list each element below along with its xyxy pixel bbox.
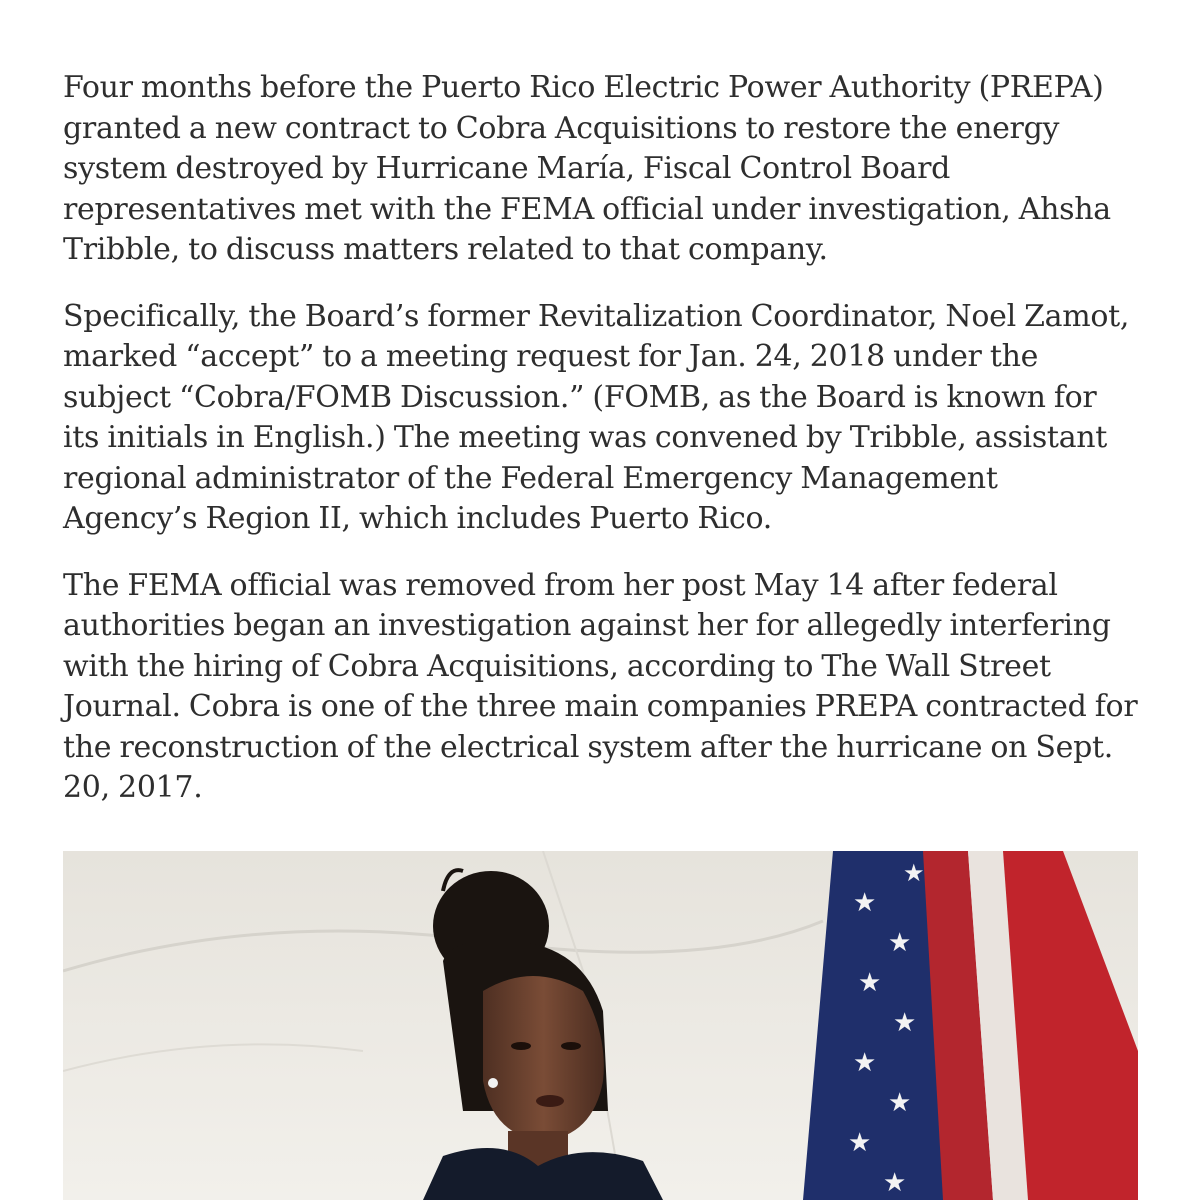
svg-text:★: ★ xyxy=(888,928,912,958)
svg-text:★: ★ xyxy=(893,1008,917,1038)
svg-text:★: ★ xyxy=(883,1168,907,1198)
svg-text:★: ★ xyxy=(853,1048,877,1078)
paragraph-3: The FEMA official was removed from her post May 14 after federal authorities began an investigation against her for allegedly interfering with the hiring of Cobra Acquisitions, according to The Wall Street Journal. Cobra is one of the three main companies PREPA contracted for the reconstruction of the electrical system after the hurricane on Sept. 20, 2017. xyxy=(63,567,1138,805)
svg-text:★: ★ xyxy=(853,888,877,918)
svg-text:★: ★ xyxy=(858,968,882,998)
svg-text:★: ★ xyxy=(903,859,925,887)
article-photo xyxy=(63,851,1138,1200)
article-body xyxy=(63,68,1138,835)
svg-text:★: ★ xyxy=(888,1088,912,1118)
svg-text:★: ★ xyxy=(848,1128,872,1158)
photo-illustration xyxy=(63,851,1138,1200)
paragraph-2: Specifically, the Board’s former Revitalization Coordinator, Noel Zamot, marked “accept” to a meeting request for Jan. 24, 2018 under the subject “Cobra/FOMB Discussion.” (FOMB, as the Board is known for its initials in English.) The meeting was convened by Tribble, assistant regional administrator of the Federal Emergency Management Agency’s Region II, which includes Puerto Rico. xyxy=(63,298,1130,536)
paragraph-1: Four months before the Puerto Rico Electric Power Authority (PREPA) granted a new contract to Cobra Acquisitions to restore the energy system destroyed by Hurricane María, Fiscal Control Board representatives met with the FEMA official under investigation, Ahsha Tribble, to discuss matters related to that company. xyxy=(63,70,1111,267)
